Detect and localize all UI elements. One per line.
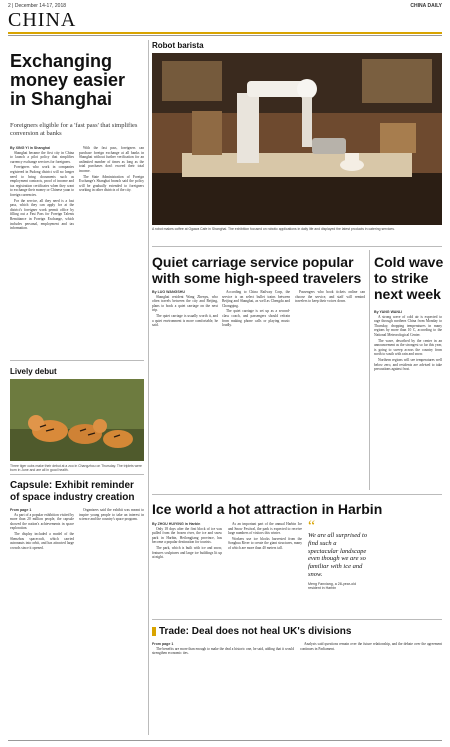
cold-wave-paragraph: The wave, described by the center in an announcement as the strongest so far this year, is going to sweep across the country from north to south with rain and snow. xyxy=(374,338,442,357)
pull-quote-text: We are all surprised to find such a spectacular landscape even though we are so familiar with ice and snow. xyxy=(308,532,368,578)
section-title: CHINA xyxy=(8,9,77,31)
money-paragraph: With the fast pass, foreigners can purchase foreign exchange at all banks in Shanghai without further verification for an unlimited number of times as long as the total purchases don't exceed their total income. xyxy=(79,146,144,173)
carriage-paragraph: According to China Railway Corp, the service is on select bullet trains between Beijing and Shanghai, as well as Chengdu and Chongqing. xyxy=(222,290,290,308)
carriage-body-col-3 xyxy=(295,290,365,488)
capsule-paragraph: As part of a popular exhibition visited by more than 20 million people, the capsule showed the nation's achievements in space exploration. xyxy=(10,512,74,531)
cold-wave-body xyxy=(374,310,442,490)
trade-kicker: From page 1 xyxy=(152,642,174,646)
cold-wave-byline: By YANG WANLI xyxy=(374,310,403,314)
trade-paragraph: Analysts said questions remain over the future relationship, and the debate over the agreement continues in Parliament. xyxy=(300,642,442,651)
robot-photo-illustration xyxy=(152,53,442,225)
tiger-cubs-photo xyxy=(10,379,144,461)
carriage-body-col-1 xyxy=(152,290,218,488)
carriage-byline: By LUO WANGSHU xyxy=(152,290,185,294)
carriage-paragraph: Passengers who book tickets online can choose the service, and staff will remind travelers to keep their voices down. xyxy=(295,290,365,304)
capsule-paragraph: The display included a model of the Shenzhou spacecraft, which carried astronauts into orbit, and has attracted large crowds since it opened. xyxy=(10,531,74,550)
ice-body-col-1 xyxy=(152,522,222,616)
trade-accent-bar xyxy=(152,627,156,636)
robot-barista-photo xyxy=(152,53,442,225)
money-paragraph: The State Administration of Foreign Exchange's Shanghai branch said the policy will be gradually extended to foreigners working in other districts of the city. xyxy=(79,174,144,193)
tiger-photo-illustration xyxy=(10,379,144,461)
page-line: 2 | December 14-17, 2018 xyxy=(8,3,67,9)
capsule-headline: Capsule: Exhibit reminder of space industry creation xyxy=(10,480,135,503)
cold-wave-headline: Cold wave to strike next week xyxy=(374,254,444,302)
column-divider xyxy=(148,40,149,735)
section-divider xyxy=(152,246,442,247)
robot-caption: A robot makes coffee at Ogawa Cafe in Shanghai. The exhibition focused on robotic applications in daily life and displayed the latest products in catering services. xyxy=(152,227,395,231)
capsule-body-col-1 xyxy=(10,508,74,736)
ice-body-col-3 xyxy=(374,522,442,616)
money-byline: By XING YI in Shanghai xyxy=(10,146,51,150)
money-paragraph: Foreigners who work in companies registered in Pudong district will no longer need to bring documents such as employment contracts, proof of income and tax registration certificates when they want to exchange their money or Chinese yuan to foreign currencies. xyxy=(10,165,74,197)
ice-body-col-2 xyxy=(228,522,302,616)
carriage-headline: Quiet carriage service popular with some high-speed travelers xyxy=(152,254,362,286)
carriage-paragraph: Shanghai resident Wang Zhenyu, who often travels between the city and Beijing, plans to book a quiet carriage on the next trip. xyxy=(152,294,218,313)
capsule-paragraph: Organizers said the exhibit was meant to inspire young people to take an interest in science and the country's space program. xyxy=(79,508,144,522)
ice-paragraph: Workers use ice blocks harvested from the Songhua River to create the giant structures, many of which are more than 40 meters tall. xyxy=(228,536,302,550)
capsule-body-col-2 xyxy=(79,508,144,736)
pull-quote-attribution: Meng Fanxiang, a 28-year-old resident in Harbin xyxy=(308,581,356,591)
carriage-paragraph: The quiet carriage is set up as a second-class coach, and passengers should refrain from making phone calls or playing music loudly. xyxy=(222,309,290,328)
ice-paragraph: Only 18 days after the first block of ice was pulled from the frozen river, the ice and snow park in Harbin, Heilongjiang province, has become a popular destination for tourists. xyxy=(152,526,222,545)
money-paragraph: Shanghai became the first city in China to launch a pilot policy that simplifies currency exchange services for foreigners. xyxy=(10,150,74,164)
carriage-paragraph: The quiet carriage is usually worth it, and a quiet environment is more comfortable, he said. xyxy=(152,313,218,328)
trade-headline: Trade: Deal does not heal UK's divisions xyxy=(159,626,352,637)
page-bottom-rule xyxy=(8,740,442,741)
section-divider xyxy=(152,494,442,495)
brand-name: CHINA DAILY xyxy=(410,3,442,9)
money-body-col-1 xyxy=(10,146,74,356)
section-divider xyxy=(10,474,144,475)
masthead-rule xyxy=(8,32,442,34)
trade-body-col-2 xyxy=(300,642,442,736)
cold-wave-paragraph: Northern regions will see temperatures well below zero, and residents are advised to take precautions against frost. xyxy=(374,357,442,372)
tiger-caption: Three tiger cubs make their debut at a zoo in Changzhou on Thursday. The triplets were born in June and are all in good health. xyxy=(10,464,142,473)
ice-byline: By ZHOU HUIYING in Harbin xyxy=(152,522,201,526)
masthead-thin-rule xyxy=(8,35,442,36)
trade-paragraph: The benefits are more than enough to make the deal a historic one, he said, adding that it would strengthen economic ties. xyxy=(152,646,294,656)
ice-pull-quote xyxy=(308,518,368,591)
cold-wave-paragraph: A strong wave of cold air is expected to rage through northern China from Monday to Thursday, dropping temperatures in many regions by more than 10 C, according to the National Meteorological Center. xyxy=(374,314,442,337)
money-headline: Exchanging money easier in Shanghai xyxy=(10,51,126,109)
ice-paragraph: As an important part of the annual Harbin Ice and Snow Festival, the park is expected to receive large numbers of visitors this winter. xyxy=(228,522,302,536)
ice-world-headline: Ice world a hot attraction in Harbin xyxy=(152,501,383,517)
column-divider xyxy=(369,250,370,490)
section-divider xyxy=(10,360,144,361)
trade-body-col-1 xyxy=(152,642,294,736)
money-dek: Foreigners eligible for a 'fast pass' that simplifies conversion at banks xyxy=(10,122,138,137)
ice-paragraph: The park, which is built with ice and snow, features sculptures and large ice buildings lit up at night. xyxy=(152,545,222,560)
section-divider xyxy=(152,619,442,620)
lively-debut-label: Lively debut xyxy=(10,367,57,376)
quote-mark-icon: “ xyxy=(308,518,316,535)
robot-barista-label: Robot barista xyxy=(152,41,204,50)
money-paragraph: For the service, all they need is a fast pass, which they can apply for at the district's foreigner work permit office by filling out a Fast Pass for Foreign Talents Remittance in Foreign Exchange, which includes personal, employment and tax information. xyxy=(10,198,74,231)
money-body-col-2 xyxy=(79,146,144,356)
carriage-body-col-2 xyxy=(222,290,290,488)
capsule-kicker: From page 1 xyxy=(10,508,32,512)
